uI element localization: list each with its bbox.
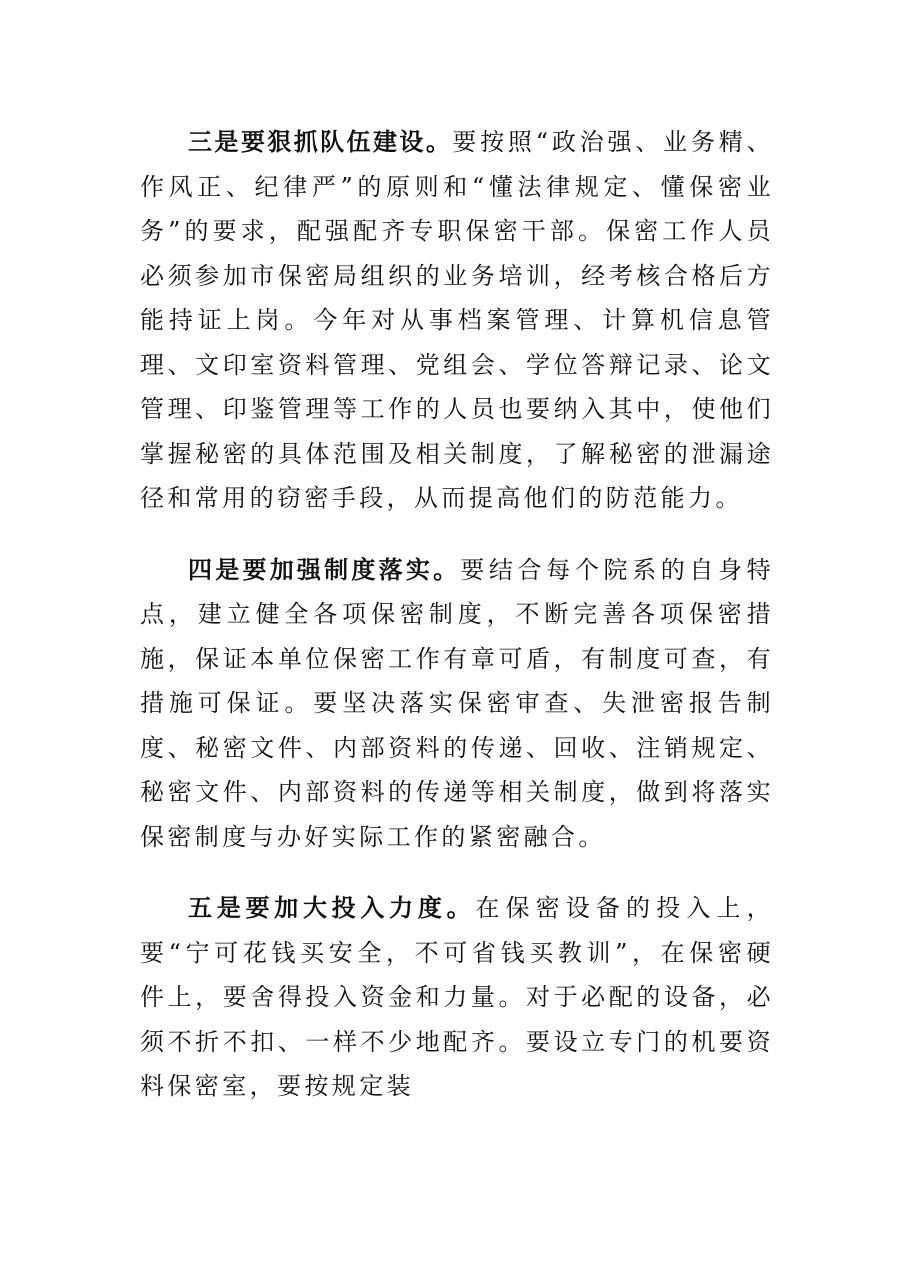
paragraph-lead: 五是要加大投入力度。 [188, 893, 476, 922]
paragraph-team-building [140, 120, 774, 521]
paragraph-text: 在保密设备的投入上，要“宁可花钱买安全，不可省钱买教训”，在保密硬件上，要舍得投入资金和力量。对于必配的设备，必须不折不扣、一样不少地配齐。要设立专门的机要资料保密室，要按规定装 [140, 894, 775, 1100]
paragraph-text: 要结合每个院系的自身特点，建立健全各项保密制度，不断完善各项保密措施，保证本单位保密工作有章可盾，有制度可查，有措施可保证。要坚决落实保密审查、失泄密报告制度、秘密文件、内部资料的传递、回收、注销规定、秘密文件、内部资料的传递等相关制度，做到将落实保密制度与办好实际工作的紧密融合。 [140, 555, 774, 851]
paragraph-lead: 三是要狠抓队伍建设。 [188, 127, 453, 156]
paragraph-text: 要按照“政治强、业务精、作风正、纪律严”的原则和“懂法律规定、懂保密业务”的要求，配强配齐专职保密干部。保密工作人员必须参加市保密局组织的业务培训，经考核合格后方能持证上岗。今年对从事档案管理、计算机信息管理、文印室资料管理、党组会、学位答辩记录、论文管理、印鉴管理等工作的人员也要纳入其中，使他们掌握秘密的具体范围及相关制度，了解秘密的泄漏途径和常用的窃密手段，从而提高他们的防范能力。 [140, 128, 774, 512]
paragraph-investment [140, 886, 774, 1109]
document-body [140, 120, 774, 1109]
paragraph-lead: 四是要加强制度落实。 [188, 554, 461, 584]
paragraph-system-implementation [140, 548, 774, 860]
